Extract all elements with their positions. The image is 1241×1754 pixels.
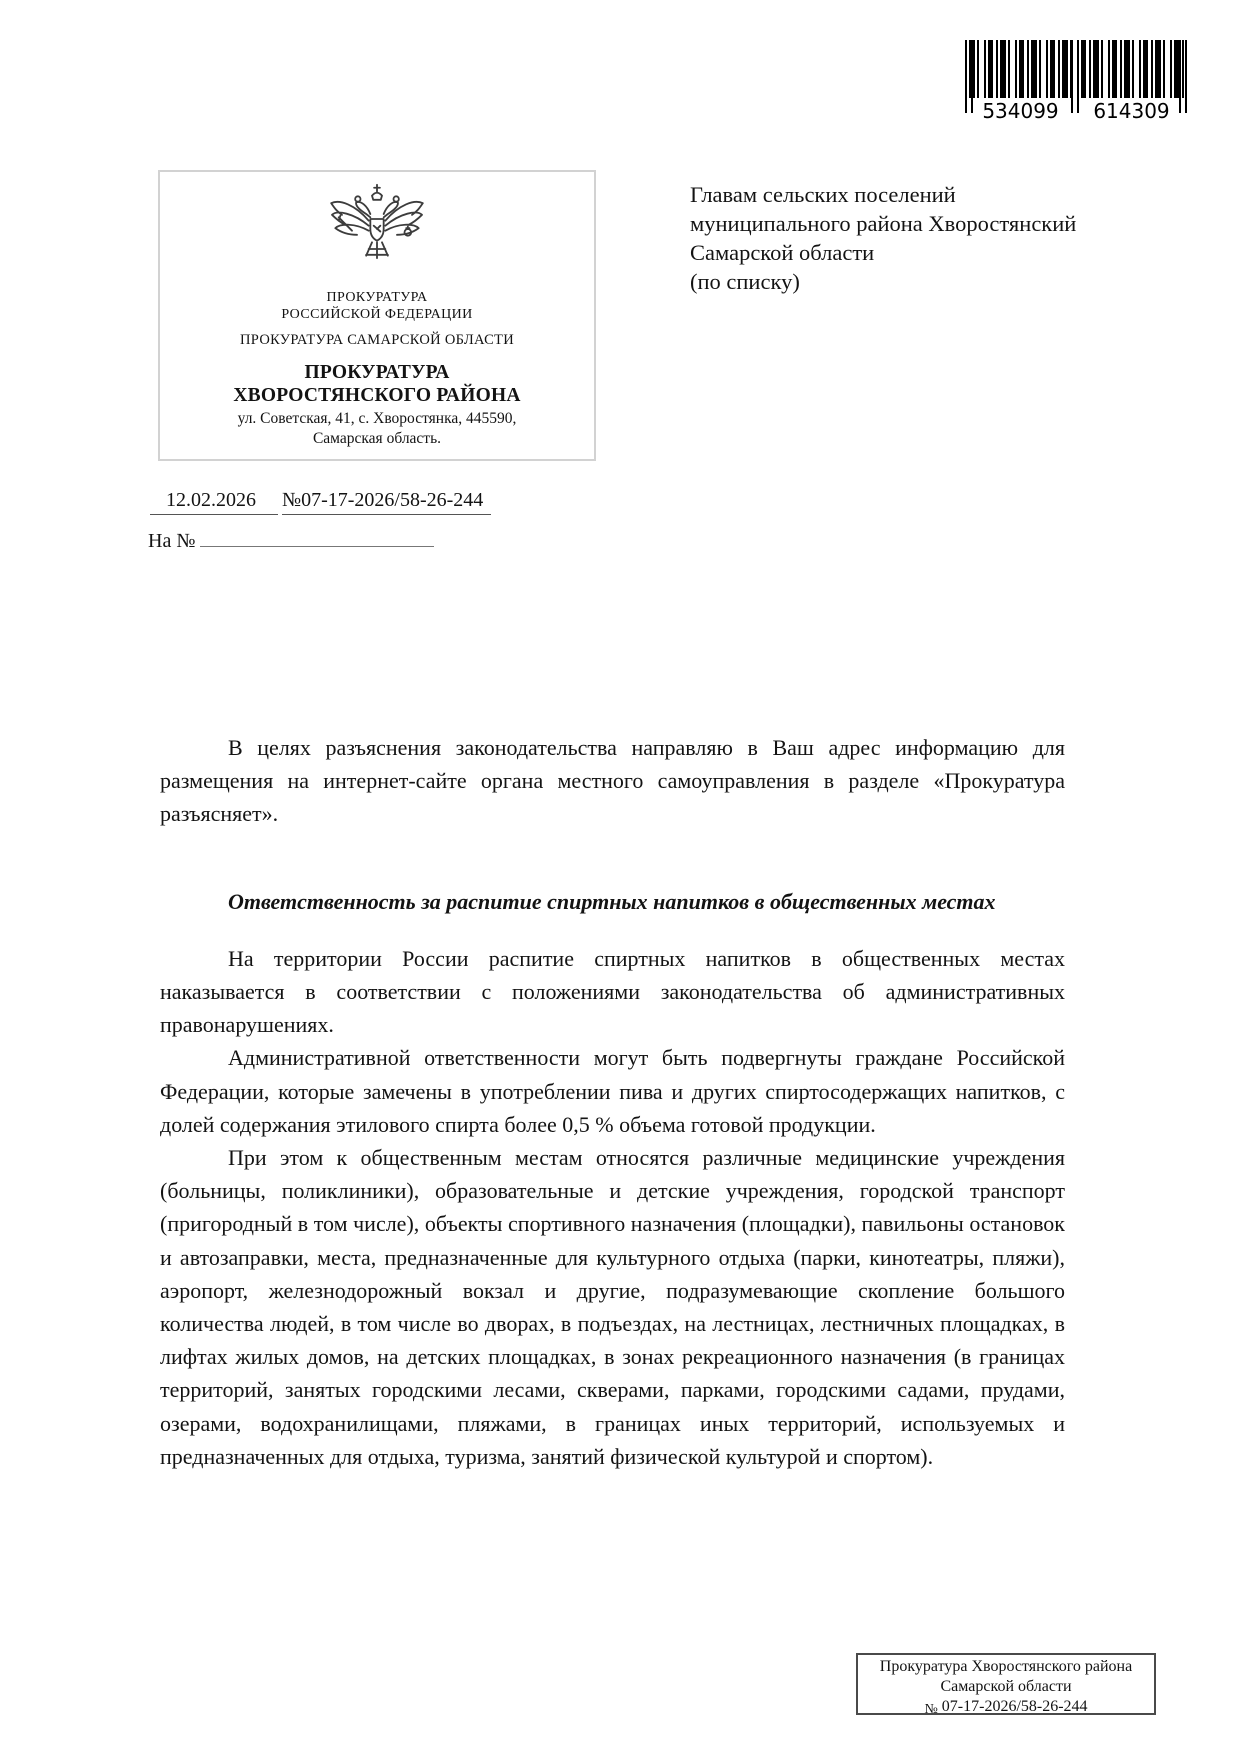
letterhead-box <box>158 170 596 461</box>
barcode-number-left: 534099 <box>965 99 1076 123</box>
registration-stamp <box>856 1653 1156 1715</box>
reply-to-blank-field <box>200 528 434 547</box>
barcode-number-right: 614309 <box>1076 99 1187 123</box>
barcode <box>965 40 1187 123</box>
stamp-number-sign: № <box>924 1702 938 1717</box>
body-paragraph-3: Административной ответственности могут быть подвергнуты граждане Российской Федерации, которые замечены в употреблении пива и других спиртосодержащих напитков, с долей содержания этилового спирта более 0,5 % объема готовой продукции. <box>160 1045 1065 1137</box>
stamp-number: 07-17-2026/58-26-244 <box>941 1698 1088 1715</box>
org-district-title <box>160 361 594 407</box>
org-federation-line2: РОССИЙСКОЙ ФЕДЕРАЦИИ <box>281 307 473 322</box>
body-paragraph-1: В целях разъяснения законодательства направляю в Ваш адрес информацию для размещения на интернет-сайте органа местного самоуправления в разделе «Прокуратура разъясняет». <box>160 735 1065 827</box>
barcode-bars <box>965 40 1187 98</box>
org-address-line1: ул. Советская, 41, с. Хворостянка, 445590, <box>237 410 517 427</box>
reply-to-line <box>148 528 434 553</box>
org-region-title: ПРОКУРАТУРА САМАРСКОЙ ОБЛАСТИ <box>240 332 514 348</box>
number-sign: № <box>282 489 302 511</box>
ref-date-number-line <box>150 489 491 515</box>
org-federation-title <box>160 289 594 323</box>
addressee-line1: Главам сельских поселений <box>690 182 956 207</box>
addressee-line3: Самарской области <box>690 240 875 265</box>
stamp-number-line <box>858 1697 1154 1720</box>
barcode-numbers <box>965 99 1187 123</box>
addressee-line4: (по списку) <box>690 269 800 294</box>
org-address <box>160 409 594 449</box>
body-paragraph-2: На территории России распитие спиртных напитков в общественных местах наказывается в соответствии с положениями законодательства об административных правонарушениях. <box>160 945 1065 1038</box>
body-heading: Ответственность за распитие спиртных напитков в общественных местах <box>228 888 996 914</box>
reply-to-label: На № <box>148 530 196 552</box>
org-district-line2: ХВОРОСТЯНСКОГО РАЙОНА <box>233 385 521 406</box>
document-body <box>160 731 1065 1473</box>
outgoing-number: 07-17-2026/58-26-244 <box>301 489 484 511</box>
document-number <box>282 489 491 515</box>
body-paragraph-4: При этом к общественным местам относятся различные медицинские учреждения (больницы, поликлиники), образовательные и детские учреждения, городской транспорт (пригородный в том числе), объекты спортивного назначения (площадки), павильоны остановок и автозаправки, места, предназначенные для культурного отдыха (парки, кинотеатры, пляжи), аэропорт, железнодорожный вокзал и другие, подразумевающие скопление большого количества людей, в том числе во дворах, в подъездах, на лестницах, лестничных площадках, в лифтах жилых домов, на детских площадках, в зонах рекреационного назначения (в границах территорий, занятых городскими лесами, скверами, парками, городскими садами, прудами, озерами, водохранилищами, пляжами, в границах иных территорий, используемых и предназначенных для отдыха, туризма, занятий физической культурой и спортом). <box>160 1145 1065 1469</box>
org-address-line2: Самарская область. <box>312 430 442 447</box>
addressee-block <box>690 180 1170 296</box>
russian-coat-of-arms-icon <box>160 176 594 286</box>
addressee-line2: муниципального района Хворостянский <box>690 211 1077 236</box>
org-district-line1: ПРОКУРАТУРА <box>304 362 450 383</box>
org-federation-line1: ПРОКУРАТУРА <box>326 290 428 305</box>
stamp-line2: Самарской области <box>940 1678 1072 1695</box>
stamp-line1: Прокуратура Хворостянского района <box>879 1658 1133 1675</box>
document-date: 12.02.2026 <box>150 489 278 515</box>
